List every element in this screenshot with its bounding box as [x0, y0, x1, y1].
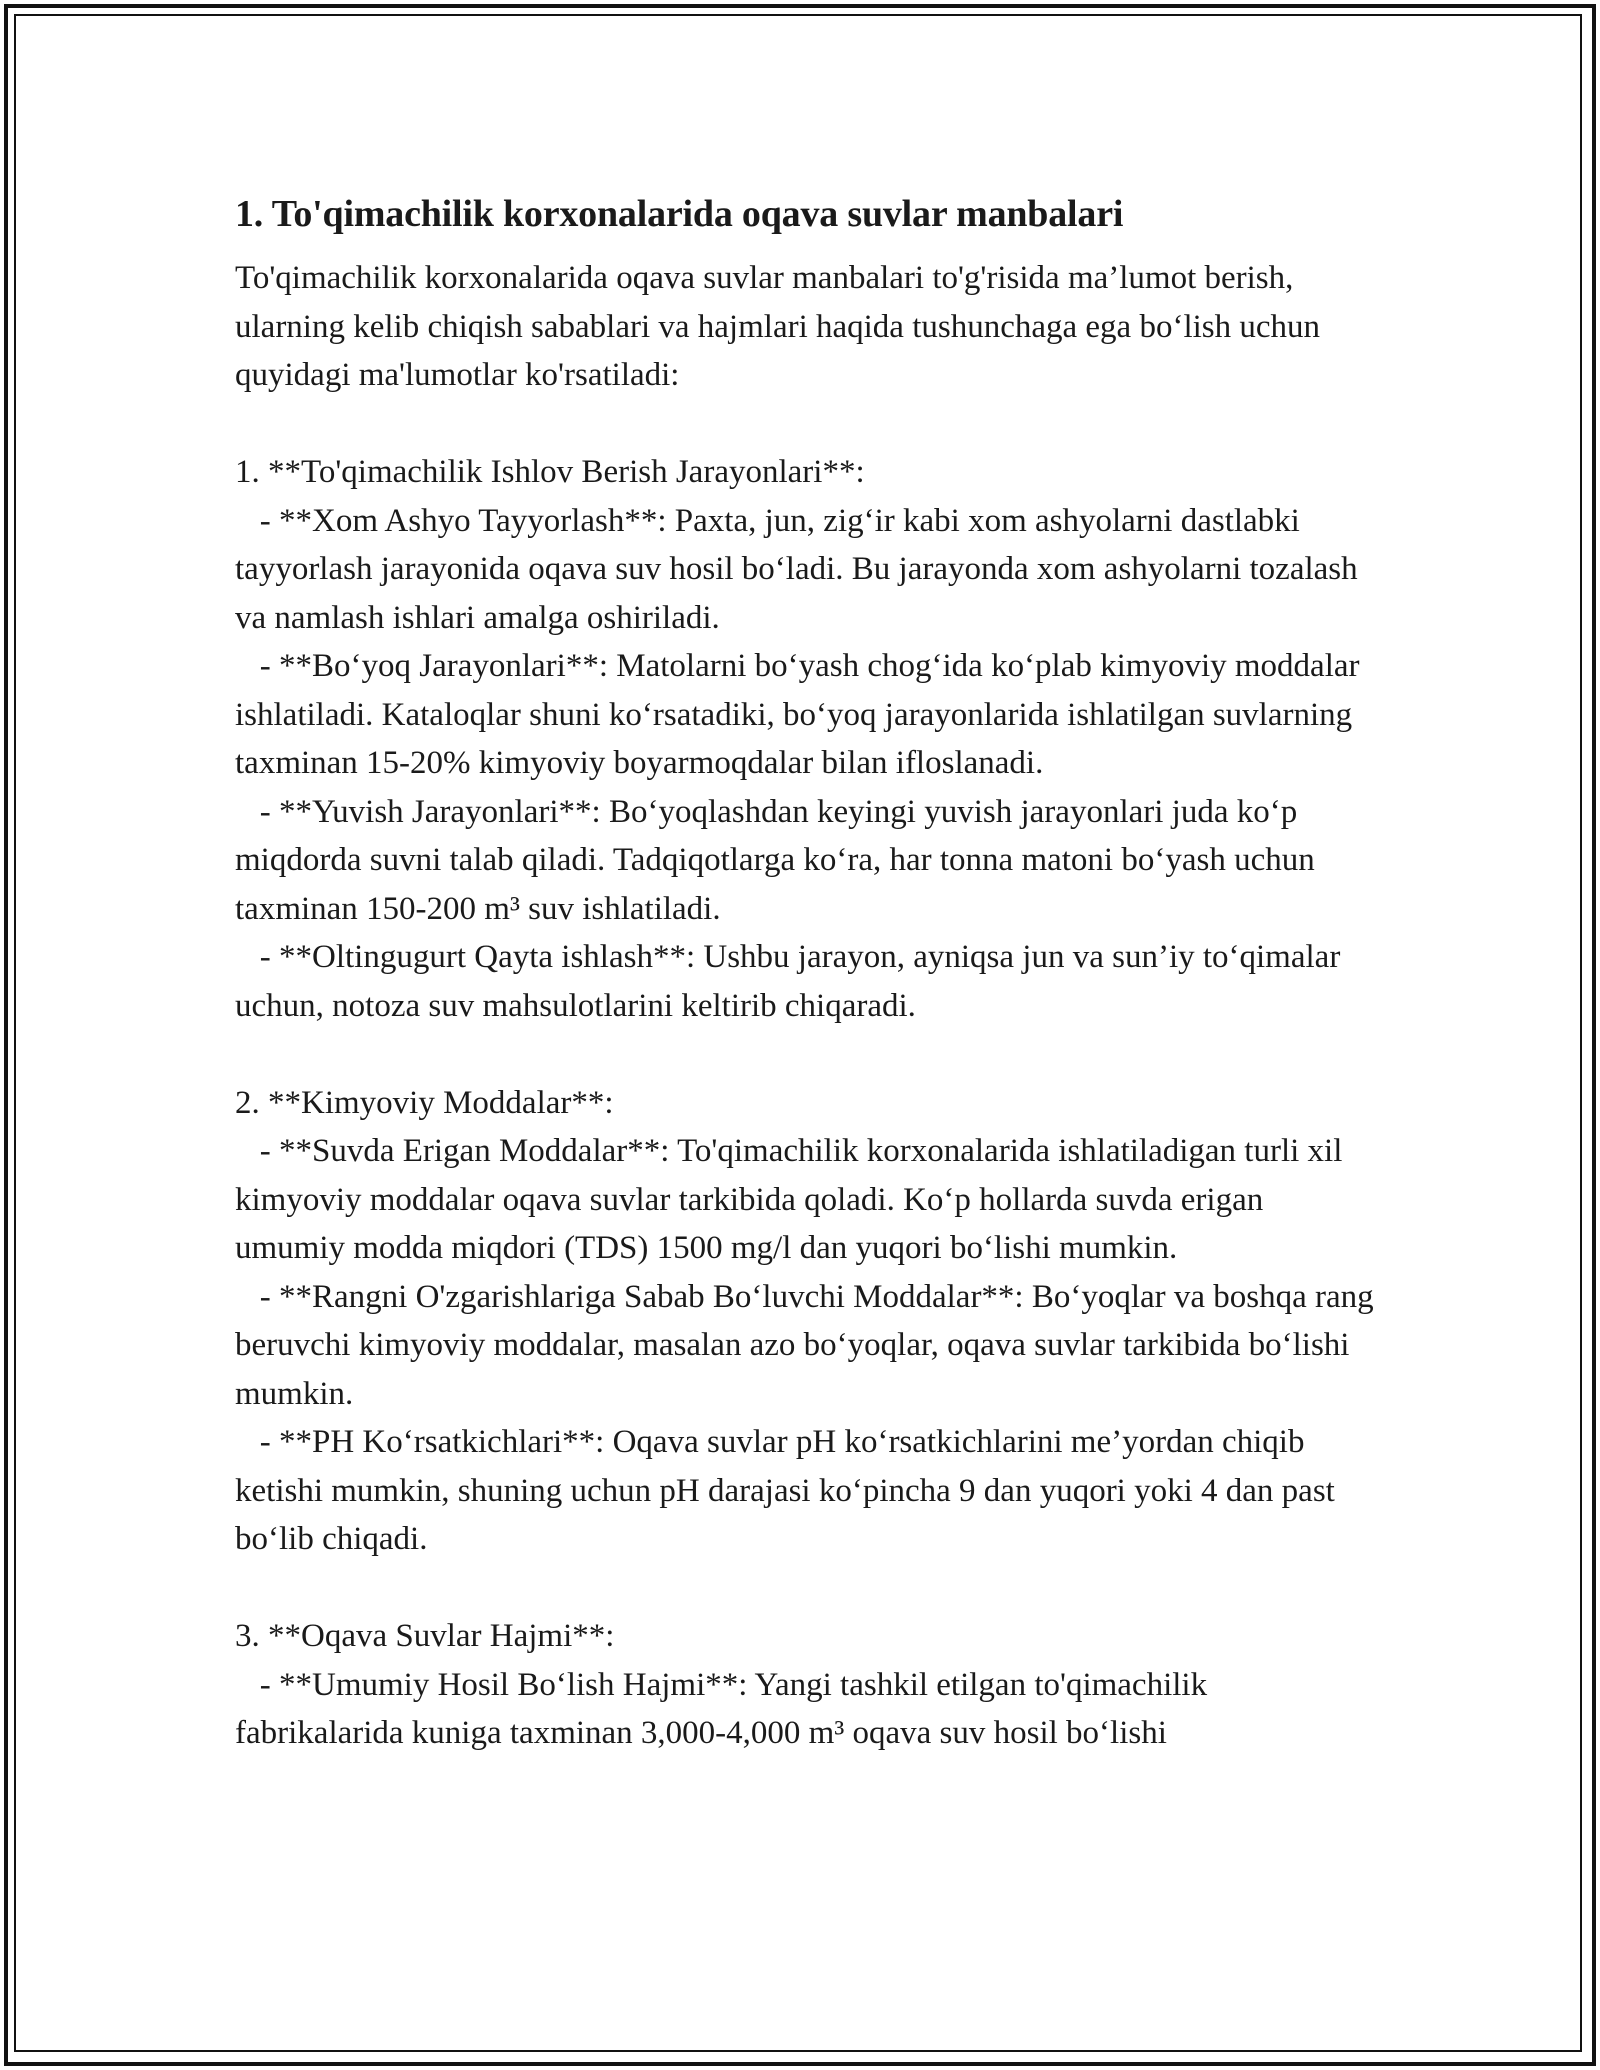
- intro-paragraph: To'qimachilik korxonalarida oqava suvlar manbalari to'g'risida ma’lumot berish, ularning kelib chiqish sabablari va hajmlari haqida tushunchaga ega bo‘lish uchun quyidagi ma'lumotlar ko'rsatiladi:: [235, 260, 1329, 393]
- list-item: - **Bo‘yoq Jarayonlari**: Matolarni bo‘yash chog‘ida ko‘plab kimyoviy moddalar ishlatiladi. Kataloqlar shuni ko‘rsatadiki, bo‘yoq jarayonlarida ishlatilgan suvlarning taxminan 15-20% kimyoviy boyarmoqdalar bilan ifloslanadi.: [235, 648, 1368, 781]
- list-item: - **Umumiy Hosil Bo‘lish Hajmi**: Yangi tashkil etilgan to'qimachilik fabrikalarida kuniga taxminan 3,000-4,000 m³ oqava suv hosil bo‘lishi: [235, 1666, 1216, 1751]
- list-item: - **Oltingugurt Qayta ishlash**: Ushbu jarayon, ayniqsa jun va sun’iy to‘qimalar uchun, notoza suv mahsulotlarini keltirib chiqaradi.: [235, 939, 1349, 1024]
- list-item: - **PH Ko‘rsatkichlari**: Oqava suvlar pH ko‘rsatkichlarini me’yordan chiqib ketishi mumkin, shuning uchun pH darajasi ko‘pincha 9 dan yuqori yoki 4 dan past bo‘lib chiqadi.: [235, 1424, 1344, 1557]
- paragraph-gap: [235, 400, 1375, 449]
- list-item: - **Yuvish Jarayonlari**: Bo‘yoqlashdan keyingi yuvish jarayonlari juda ko‘p miqdorda suvni talab qiladi. Tadqiqotlarga ko‘ra, har tonna matoni bo‘yash uchun taxminan 150-200 m³ suv ishlatiladi.: [235, 793, 1323, 927]
- paragraph-gap: [235, 1030, 1375, 1079]
- section-3: [235, 1612, 1375, 1758]
- section-2: [235, 1079, 1382, 1564]
- section-title: 1. **To'qimachilik Ishlov Berish Jarayonlari**:: [235, 454, 865, 490]
- paragraph-gap: [235, 1564, 1375, 1613]
- section-title: 3. **Oqava Suvlar Hajmi**:: [235, 1618, 615, 1654]
- section-1: [235, 448, 1375, 1030]
- document-heading: 1. To'qimachilik korxonalarida oqava suvlar manbalari: [235, 193, 1124, 235]
- section-title: 2. **Kimyoviy Moddalar**:: [235, 1084, 614, 1121]
- document-body: [235, 186, 1382, 1758]
- list-item: - **Suvda Erigan Moddalar**: To'qimachilik korxonalarida ishlatiladigan turli xil kimyoviy moddalar oqava suvlar tarkibida qoladi. Ko‘p hollarda suvda erigan umumiy modda miqdori (TDS) 1500 mg/l dan yuqori bo‘lishi mumkin.: [235, 1133, 1351, 1266]
- list-item: - **Rangni O'zgarishlariga Sabab Bo‘luvchi Moddalar**: Bo‘yoqlar va boshqa rang beruvchi kimyoviy moddalar, masalan azo bo‘yoqlar, oqava suvlar tarkibida bo‘lishi mumkin.: [235, 1278, 1382, 1412]
- list-item: - **Xom Ashyo Tayyorlash**: Paxta, jun, zig‘ir kabi xom ashyolarni dastlabki tayyorlash jarayonida oqava suv hosil bo‘ladi. Bu jarayonda xom ashyolarni tozalash va namlash ishlari amalga oshiriladi.: [235, 502, 1366, 636]
